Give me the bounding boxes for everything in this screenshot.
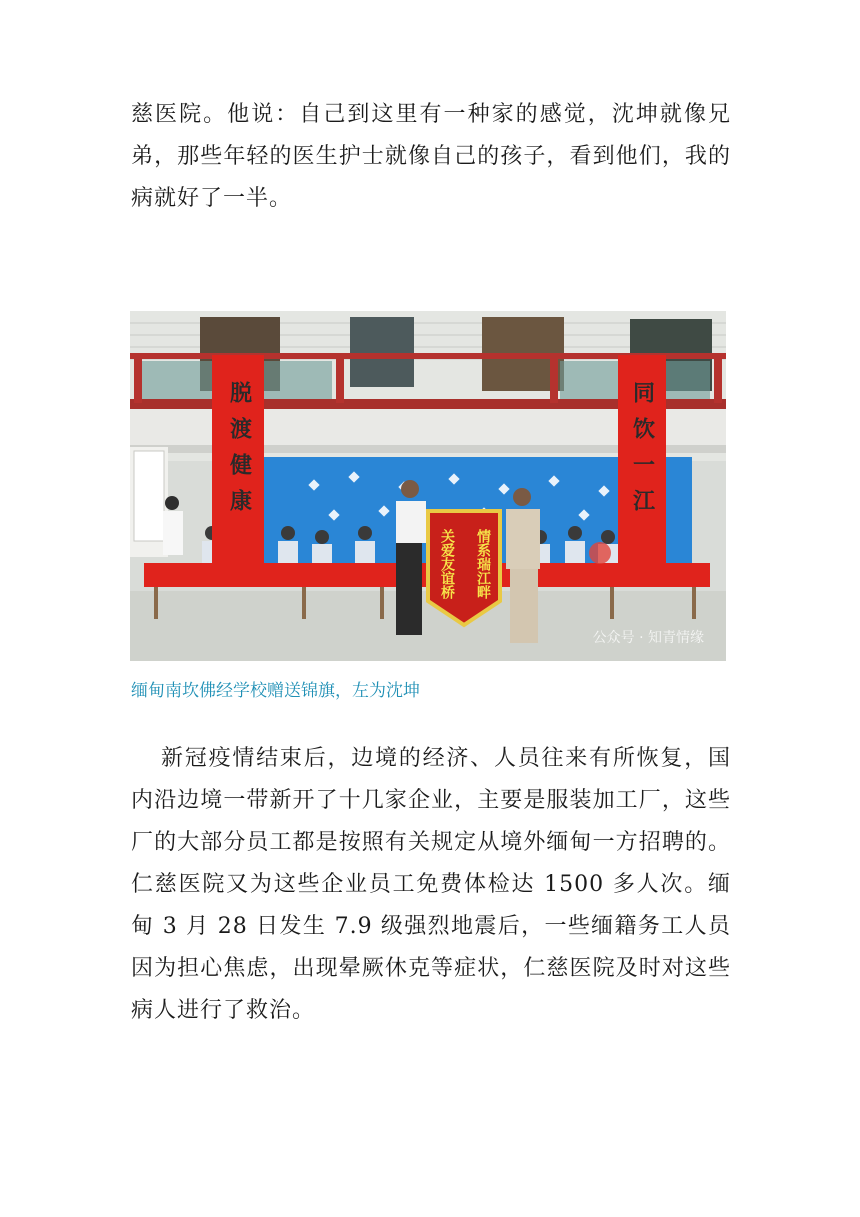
banner-right-text: 同饮一江	[629, 381, 655, 525]
paragraph-2: 新冠疫情结束后，边境的经济、人员往来有所恢复，国内沿边境一带新开了十几家企业，主要是服装加工厂，这些厂的大部分员工都是按照有关规定从境外缅甸一方招聘的。仁慈医院又为这些企业员工免费体检达 1500 多人次。缅甸 3 月 28 日发生 7.9 级强烈地震后，一些缅籍务工人员因为担心焦虑，出现晕厥休克等症状，仁慈医院及时对这些病人进行了救治。	[131, 746, 731, 1023]
watermark: 公众号 · 知青情缘	[592, 630, 704, 646]
photo-caption: 缅甸南坎佛经学校赠送锦旗，左为沈坤	[131, 681, 420, 701]
news-photo	[130, 311, 726, 661]
pennant-text-right: 情系瑞江畔	[475, 529, 491, 599]
pennant-text-left: 关爱友谊桥	[439, 529, 455, 599]
banner-left-text: 脱渡健康	[226, 381, 252, 525]
paragraph-1: 慈医院。他说：自己到这里有一种家的感觉，沈坤就像兄弟，那些年轻的医生护士就像自己的孩子，看到他们，我的病就好了一半。	[131, 102, 731, 211]
ceremony-scene	[130, 311, 726, 661]
